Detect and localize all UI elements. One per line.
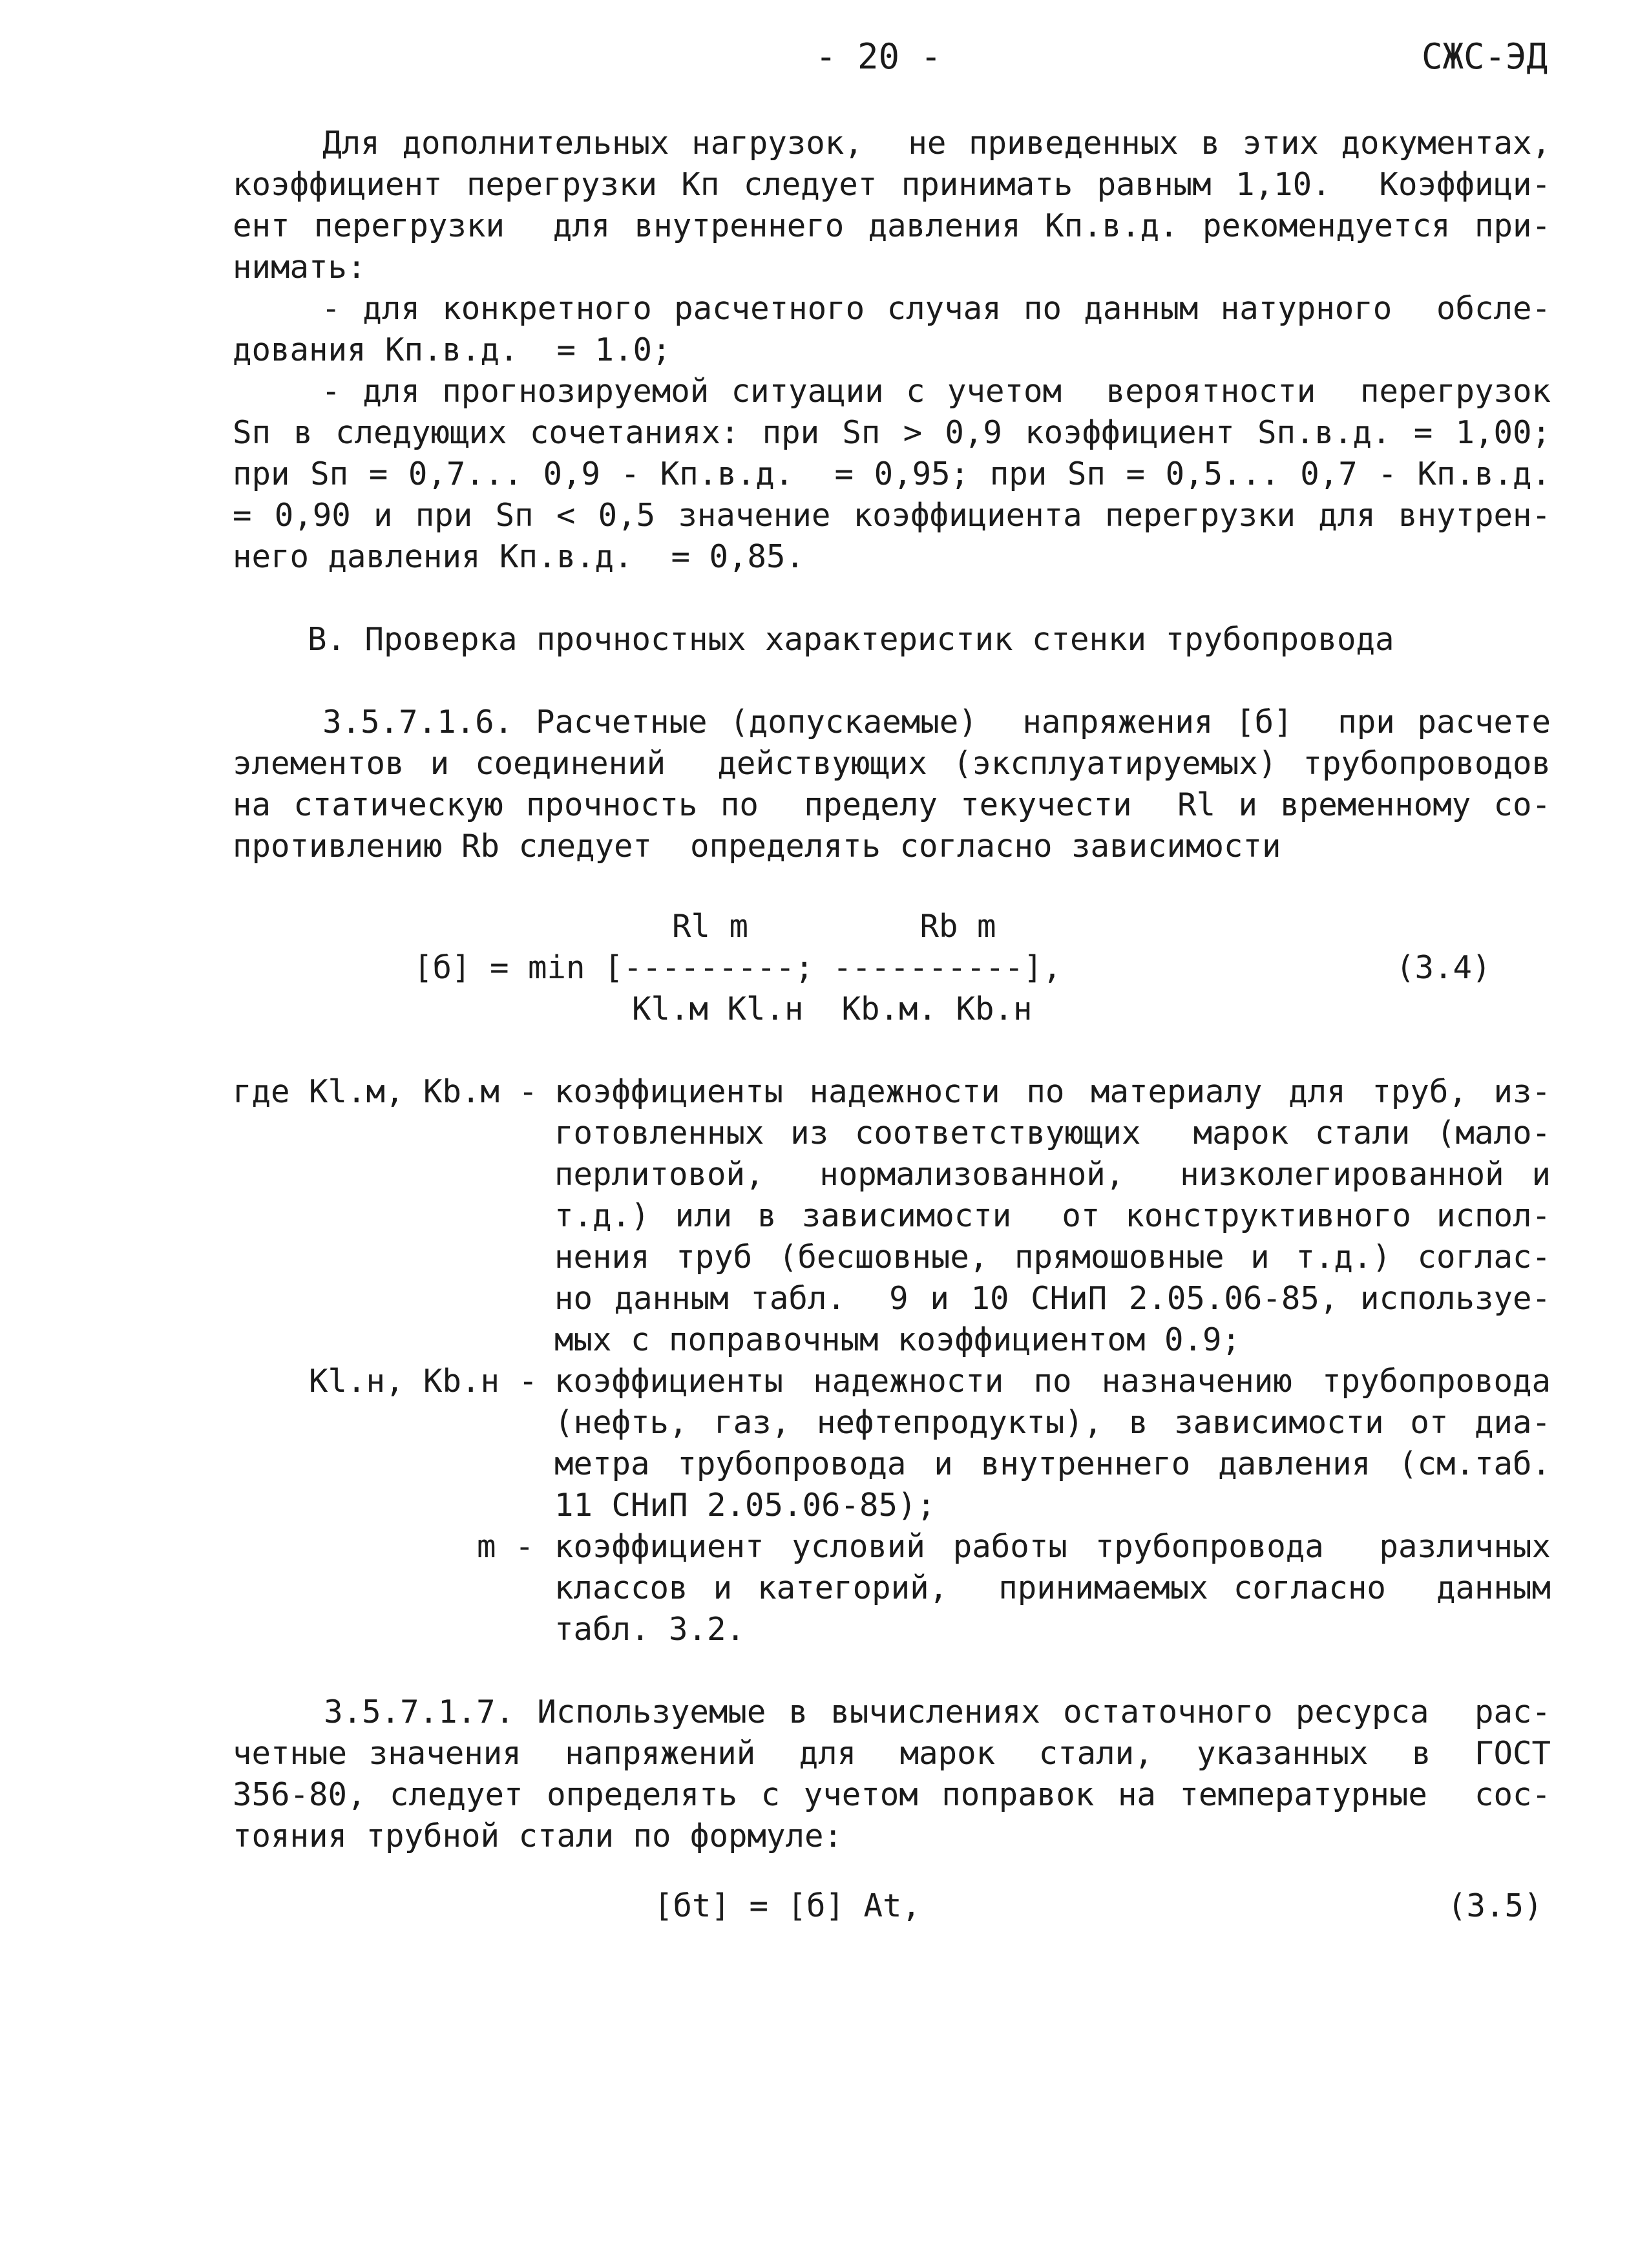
text-line: классов и категорий, принимаемых согласно данным <box>554 1570 1551 1606</box>
text-line: нения труб (бесшовные, прямошовные и т.д.) соглас- <box>554 1239 1551 1276</box>
equation-number: (3.5) <box>1447 1887 1543 1924</box>
text-line: т.д.) или в зависимости от конструктивного испол- <box>554 1197 1551 1234</box>
text-line: перлитовой, нормализованной, низколегированной и <box>554 1156 1551 1193</box>
text-line: четные значения напряжений для марок стали, указанных в ГОСТ <box>233 1735 1551 1772</box>
page-number: - 20 - <box>815 36 942 77</box>
text-line: ент перегрузки для внутреннего давления Кп.в.д. рекомендуется при- <box>233 207 1551 244</box>
text-line: метра трубопровода и внутреннего давления (см.таб. <box>554 1445 1551 1482</box>
text-line: 11 СНиП 2.05.06-85); <box>554 1487 936 1524</box>
formula-denominator: Kl.м Kl.н Kb.м. Kb.н <box>632 991 1033 1027</box>
definition-term: m - <box>477 1528 534 1565</box>
text-line: = 0,90 и при Sп < 0,5 значение коэффициента перегрузки для внутрен- <box>233 497 1551 534</box>
paragraph-design-stresses <box>233 702 1551 867</box>
text-line: - для конкретного расчетного случая по данным натурного обсле- <box>233 290 1551 327</box>
text-line: 3.5.7.1.7. Используемые в вычислениях остаточного ресурса рас- <box>233 1694 1551 1730</box>
formula-main-line: [бt] = [б] At, <box>654 1887 921 1924</box>
text-line: при Sп = 0,7... 0,9 - Кп.в.д. = 0,95; при Sп = 0,5... 0,7 - Кп.в.д. <box>233 456 1551 492</box>
text-line: на статическую прочность по пределу текучести Rl и временному со- <box>233 786 1551 823</box>
text-line: - для прогнозируемой ситуации с учетом вероятности перегрузок <box>233 373 1551 410</box>
equation-number: (3.4) <box>1396 949 1491 986</box>
text-line: элементов и соединений действующих (эксплуатируемых) трубопроводов <box>233 745 1551 782</box>
text-line: но данным табл. 9 и 10 СНиП 2.05.06-85, используе- <box>554 1280 1551 1317</box>
text-line: 356-80, следует определять с учетом поправок на температурные сос- <box>233 1776 1551 1813</box>
text-line: готовленных из соответствующих марок стали (мало- <box>554 1115 1551 1151</box>
text-line: (нефть, газ, нефтепродукты), в зависимости от диа- <box>554 1404 1551 1441</box>
definition-description <box>554 1071 1551 1361</box>
text-line: табл. 3.2. <box>554 1611 746 1648</box>
definition-description <box>554 1361 1551 1526</box>
text-line: него давления Кп.в.д. = 0,85. <box>233 538 805 575</box>
text-line: коэффициент условий работы трубопровода различных <box>554 1528 1551 1565</box>
definition-term: где Kl.м, Kb.м - <box>233 1073 538 1110</box>
definition-term: Kl.н, Kb.н - <box>309 1363 538 1400</box>
text-line: дования Кп.в.д. = 1.0; <box>233 331 671 368</box>
paragraph-forecast-case <box>233 371 1551 578</box>
formula-main-line: [б] = min [---------; ----------], <box>414 949 1062 986</box>
text-line: нимать: <box>233 249 366 286</box>
definition-description <box>554 1526 1551 1650</box>
text-line: Sп в следующих сочетаниях: при Sп > 0,9 коэффициент Sп.в.д. = 1,00; <box>233 414 1551 451</box>
section-heading: В. Проверка прочностных характеристик стенки трубопровода <box>308 621 1394 658</box>
paragraph-temperature-corrections <box>233 1692 1551 1857</box>
text-line: коэффициент перегрузки Кп следует принимать равным 1,10. Коэффици- <box>233 166 1551 203</box>
text-line: противлению Rb следует определять согласно зависимости <box>233 828 1281 865</box>
text-line: коэффициенты надежности по назначению трубопровода <box>554 1363 1551 1400</box>
text-line: коэффициенты надежности по материалу для труб, из- <box>554 1073 1551 1110</box>
paragraph-specific-case <box>233 288 1551 371</box>
paragraph-additional-loads <box>233 123 1551 288</box>
text-line: мых с поправочным коэффициентом 0.9; <box>554 1321 1241 1358</box>
text-line: Для дополнительных нагрузок, не приведенных в этих документах, <box>233 125 1551 162</box>
text-line: 3.5.7.1.6. Расчетные (допускаемые) напряжения [б] при расчете <box>233 704 1551 740</box>
document-code: СЖС-ЭД <box>1422 36 1548 77</box>
text-line: тояния трубной стали по формуле: <box>233 1818 843 1854</box>
formula-numerator: Rl m Rb m <box>672 908 996 945</box>
